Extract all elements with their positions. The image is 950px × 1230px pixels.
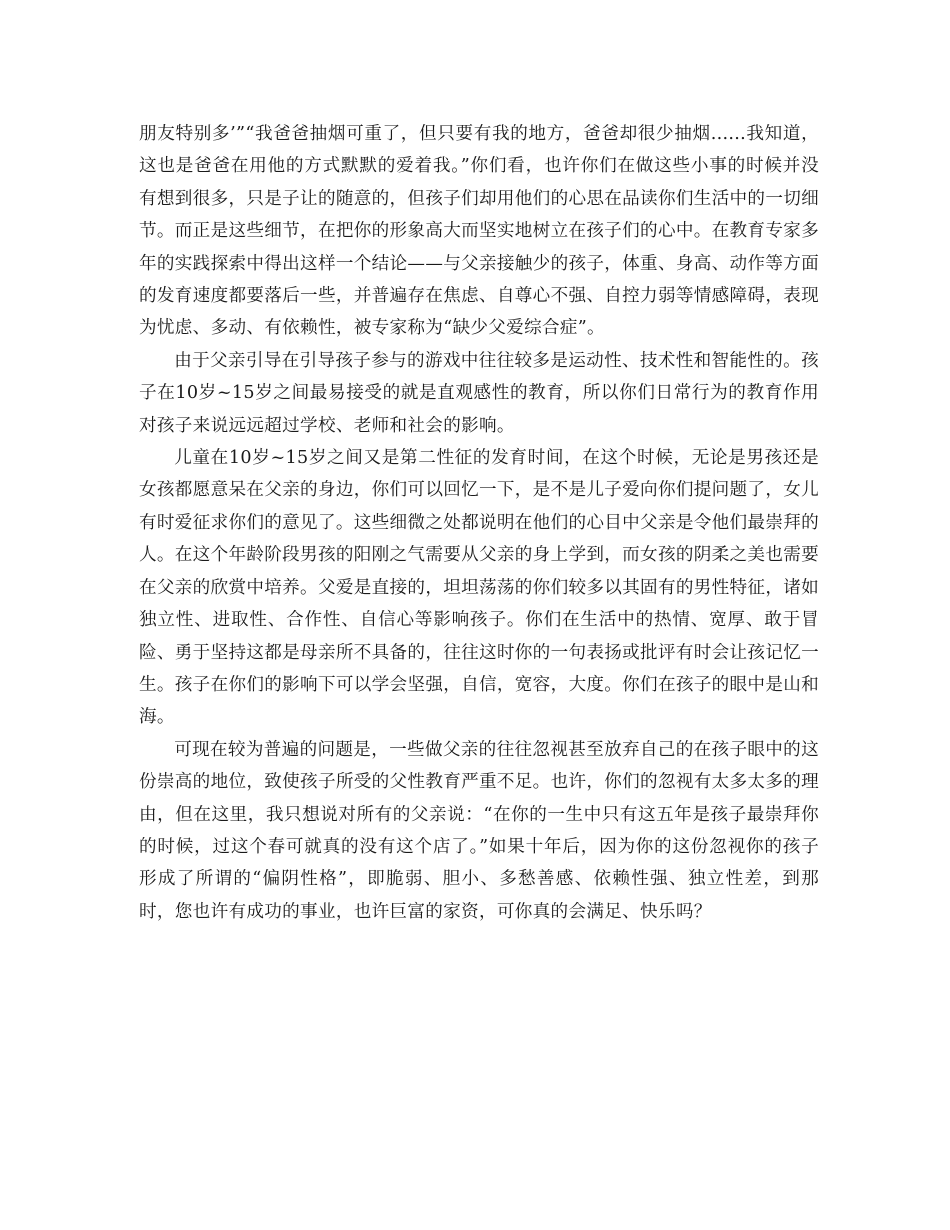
paragraph-2: 由于父亲引导在引导孩子参与的游戏中往往较多是运动性、技术性和智能性的。孩子在10岁~15岁之间最易接受的就是直观感性的教育，所以你们日常行为的教育作用对孩子来说远远超过学校、老师和社会的影响。 [139,350,819,436]
paragraph-3: 儿童在10岁~15岁之间又是第二性征的发育时间，在这个时候，无论是男孩还是女孩都愿意呆在父亲的身边，你们可以回忆一下，是不是儿子爱向你们提问题了，女儿有时爱征求你们的意见了。这些细微之处都说明在他们的心目中父亲是令他们最崇拜的人。在这个年龄阶段男孩的阳刚之气需要从父亲的身上学到，而女孩的阴柔之美也需要在父亲的欣赏中培养。父爱是直接的，坦坦荡荡的你们较多以其固有的男性特征，诸如独立性、进取性、合作性、自信心等影响孩子。你们在生活中的热情、宽厚、敢于冒险、勇于坚持这都是母亲所不具备的，往往这时你的一句表扬或批评有时会让孩记忆一生。孩子在你们的影响下可以学会坚强，自信，宽容，大度。你们在孩子的眼中是山和海。 [139,448,819,728]
paragraph-1: 朋友特别多’”“我爸爸抽烟可重了，但只要有我的地方，爸爸却很少抽烟......我知道，这也是爸爸在用他的方式默默的爱着我。”你们看，也许你们在做这些小事的时候并没有想到很多，只是子让的随意的，但孩子们却用他们的心思在品读你们生活中的一切细节。而正是这些细节，在把你的形象高大而坚实地树立在孩子们的心中。在教育专家多年的实践探索中得出这样一个结论——与父亲接触少的孩子，体重、身高、动作等方面的发育速度都要落后一些，并普遍存在焦虑、自尊心不强、自控力弱等情感障碍，表现为忧虑、多动、有依赖性，被专家称为“缺少父爱综合症”。 [139,124,819,339]
paragraph-4: 可现在较为普遍的问题是，一些做父亲的往往忽视甚至放弃自己的在孩子眼中的这份崇高的地位，致使孩子所受的父性教育严重不足。也许，你们的忽视有太多太多的理由，但在这里，我只想说对所有的父亲说：“在你的一生中只有这五年是孩子最崇拜你的时候，过这个春可就真的没有这个店了。”如果十年后，因为你的这份忽视你的孩子形成了所谓的“偏阴性格”，即脆弱、胆小、多愁善感、依赖性强、独立性差，到那时，您也许有成功的事业，也许巨富的家资，可你真的会满足、快乐吗？ [139,739,819,922]
document-page [139,118,819,928]
